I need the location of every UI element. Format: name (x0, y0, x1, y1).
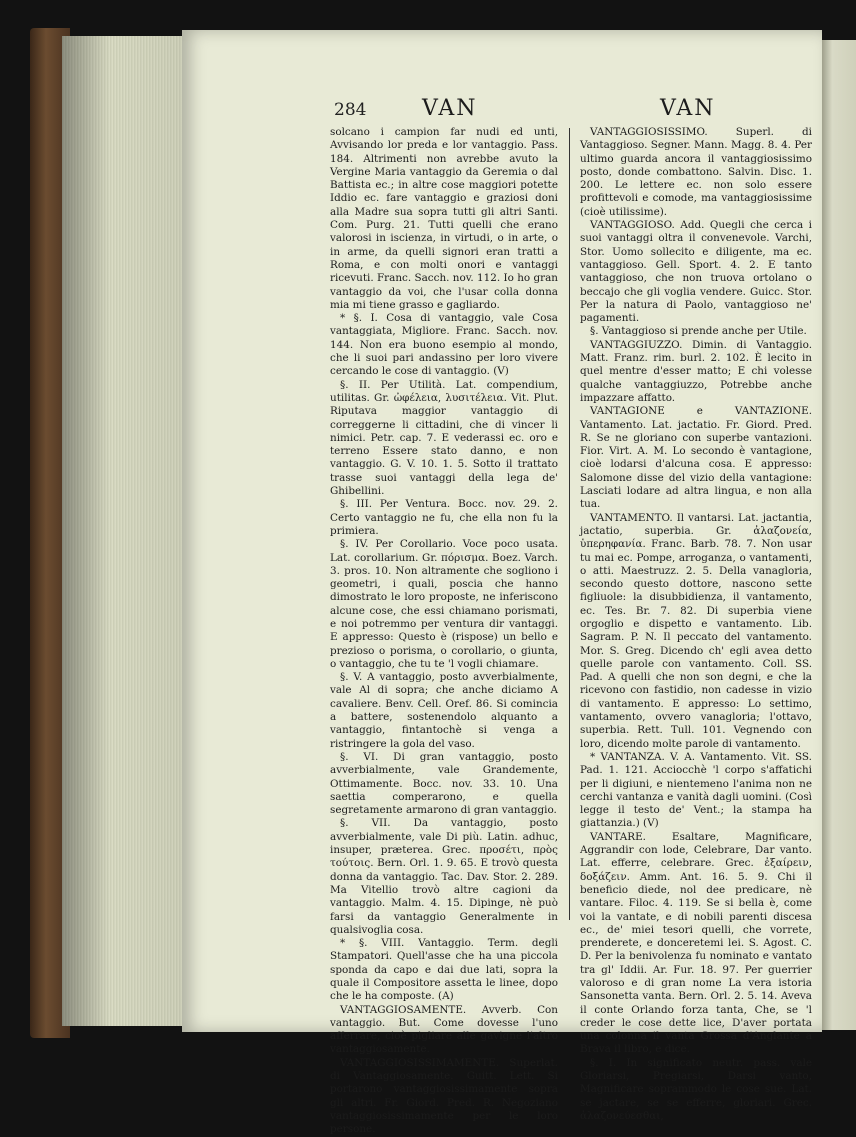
entry-paragraph: * §. I. Cosa di vantaggio, vale Cosa vantaggiata, Migliore. Franc. Sacch. nov. 144. Non era buono esempio al mondo, che li suoi pari andassino per loro vivere cercando le cose di vantaggio. (V) (330, 312, 558, 378)
entry-paragraph: VANTAGGIOSISSIMAMENTE. Superlat. di Vantaggiosamente. Guitt. Lett. Si portarono vantaggiosissimamente sopra gli altri. Fr. Giord. Pred. R. Negoziano vantaggiosissimamente per le loro persone. (330, 1056, 558, 1136)
left-column (330, 126, 558, 1137)
entry-paragraph: §. II. Per Utilità. Lat. compendium, utilitas. Gr. ὠφέλεια, λυσιτέλεια. Vit. Plut. Riputava maggior vantaggio di correggerne li cittadini, che di vincer li nimici. Petr. cap. 7. E vederassi ec. oro e terreno Essere stato danno, e non vantaggio. G. V. 10. 1. 5. Sotto il trattato trasse suoi vantaggi della lega de' Ghibellini. (330, 378, 558, 498)
entry-paragraph: §. III. Per Ventura. Bocc. nov. 29. 2. Certo vantaggio ne fu, che ella non fu la primiera. (330, 498, 558, 537)
entry-paragraph: §. Vantaggioso si prende anche per Utile. (590, 325, 807, 338)
facing-page-edge (822, 40, 856, 1030)
entry-paragraph: §. VII. Da vantaggio, posto avverbialmente, vale Di più. Latin. adhuc, insuper, præterea. Grec. προσέτι, πρὸς τούτοις. Bern. Orl. 1. 9. 65. E trovò questa donna da vantaggio. Tac. Dav. Stor. 2. 289. Ma Vitellio trovò altre cagioni da vantaggio. Malm. 4. 15. Dipinge, nè può farsi da vantaggio Generalmente in qualsivoglia cosa. (330, 817, 558, 936)
entry-paragraph: §. V. A vantaggio, posto avverbialmente, vale Al di sopra; che anche diciamo A cavaliere. Benv. Cell. Oref. 86. Si comincia a battere, sostenendolo alquanto a vantaggio, fintantochè si venga a ristringere la gola del vaso. (330, 671, 558, 750)
entry-paragraph: VANTAMENTO. Il vantarsi. Lat. jactantia, jactatio, superbia. Gr. ἀλαζονεία, ὑπερηφανία. Franc. Barb. 78. 7. Non usar tu mai ec. Pompe, arroganza, o vantamenti, o atti. Maestruzz. 2. 5. Della vanagloria, secondo questo dottore, nascono sette figliuole: la disubbidienza, il vantamento, ec. Tes. Br. 7. 82. Di superbia viene orgoglio e dispetto e vantamento. Lib. Sagram. P. N. Il peccato del vantamento. Mor. S. Greg. Dicendo ch' egli avea detto quelle parole con vantamento. Coll. SS. Pad. A quelli che non son degni, e che la ricevono con fastidio, non cadesse in vizio di vantamento. E appresso: Lo settimo, vantamento, ovvero vanagloria; l'ottavo, superbia. Rett. Tull. 101. Vegnendo con loro, dicendo molte parole di vantamento. (580, 511, 812, 750)
entry-paragraph: §. VI. Di gran vantaggio, posto avverbialmente, vale Grandemente, Ottimamente. Bocc. nov. 33. 10. Una saettia comperarono, e quella segretamente armarono di gran vantaggio. (330, 750, 558, 817)
entry-paragraph: §. IV. Per Corollario. Voce poco usata. Lat. corollarium. Gr. πόρισμα. Boez. Varch. 3. pros. 10. Non altramente che sogliono i geometri, i quali, poscia che hanno dimostrato le loro proposte, ne inferiscono alcune cose, che essi chiamano porismati, e noi potremmo per ventura dir vantaggi. E appresso: Questo è (rispose) un bello e prezioso o porisma, o corollario, o giunta, o vantaggio, che tu te 'l vogli chiamare. (330, 538, 558, 670)
column-rule (569, 128, 570, 920)
entry-paragraph: VANTAGGIOSISSIMO. Superl. di Vantaggioso. Segner. Mann. Magg. 8. 4. Per ultimo guarda ancora il vantaggiosissimo posto, donde combattono. Salvin. Disc. 1. 200. Le lettere ec. non solo essere profittevoli e comode, ma vantaggiosissime (cioè utilissime). (580, 126, 812, 218)
entry-paragraph: VANTAGGIUZZO. Dimin. di Vantaggio. Matt. Franz. rim. burl. 2. 102. È lecito in quel mentre d'esser matto; E chi volesse qualche vantaggiuzzo, Potrebbe anche impazzare affatto. (580, 338, 812, 404)
page-number: 284 (334, 100, 367, 120)
entry-paragraph: VANTAGIONE e VANTAZIONE. Vantamento. Lat. jactatio. Fr. Giord. Pred. R. Se ne gloriano con superbe vantazioni. Fior. Virt. A. M. Lo secondo è vantagione, cioè lodarsi d'alcuna cosa. E appresso: Salomone disse del vizio della vantagione: Lasciati lodare ad altra lingua, e non alla tua. (580, 405, 812, 511)
entry-paragraph: VANTARE. Esaltare, Magnificare, Aggrandir con lode, Celebrare, Dar vanto. Lat. efferre, celebrare. Grec. ἐξαίρειν, δοξάζειν. Amm. Ant. 16. 5. 9. Chi il beneficio diede, nol dee predicare, nè vantare. Filoc. 4. 119. Se si bella è, come voi la vantate, e di nobili parenti discesa ec., de' miei tesori quelli, che vorrete, prenderete, e donceretemi lei. S. Agost. C. D. Per la benivolenza fu nominato e vantato tra gl' Iddii. Ar. Fur. 18. 97. Per guerrier valoroso e di gran nome La vera istoria Sansonetta vanta. Bern. Orl. 2. 5. 14. Aveva il conte Orlando forza tanta, Che, se 'l creder le cose dette lice, D'aver portata una colonna il vanta Grossa d'Anglante a Brava il libro, e dice. (580, 830, 812, 1056)
entry-paragraph: VANTAGGIOSAMENTE. Avverb. Con vantaggio. But. Come dovesse l'uno afferrare, cioè pigliare alle gavigne l'altro vantaggiosamente. (330, 1003, 558, 1056)
entry-paragraph: VANTAGGIOSO. Add. Quegli che cerca i suoi vantaggi oltra il convenevole. Varchi, Stor. Uomo sollecito e diligente, ma ec. vantaggioso. Gell. Sport. 4. 2. E tanto vantaggioso, che non truova ortolano o beccajo che gli voglia vendere. Guicc. Stor. Per la natura di Paolo, vantaggioso ne' pagamenti. (580, 219, 812, 325)
right-column (580, 126, 812, 1123)
running-head-left: VAN (422, 96, 478, 121)
entry-paragraph: * §. VIII. Vantaggio. Term. degli Stampatori. Quell'asse che ha una piccola sponda da capo e dai due lati, sopra la quale il Compositore assetta le linee, dopo che le ha composte. (A) (330, 937, 558, 1003)
entry-paragraph: * VANTANZA. V. A. Vantamento. Vit. SS. Pad. 1. 121. Acciocchè 'l corpo s'affatichi per li digiuni, e nientemeno l'anima non ne cerchi vantanza e vanità dagli uomini. (Così legge il testo de' Vent.; la stampa ha giattanzia.) (V) (580, 750, 812, 830)
edge-shadow (62, 36, 182, 1026)
entry-paragraph: solcano i campion far nudi ed unti, Avvisando lor preda e lor vantaggio. Pass. 184. Altrimenti non avrebbe avuto la Vergine Maria vantaggio da Geremia o dal Battista ec.; in altre cose maggiori potette Iddio ec. fare vantaggio e graziosi doni alla Madre sua sopra tutti gli altri Santi. Com. Purg. 21. Tutti quelli che erano valorosi in iscienza, in virtudi, o in arte, o in arme, da quelli signori eran tratti a Roma, e con molti onori e vantaggi ricevuti. Franc. Sacch. nov. 112. Io ho gran vantaggio da voi, che l'usar colla donna mia mi tiene grasso e gagliardo. (330, 126, 558, 311)
entry-paragraph: §. I. In significato neutr. pass. vale Gloriarsi, Pregiarsi, Darsi vanto, Magnificare soprammodo le cose sue. Lat. se jactare, se se efferre, gloriari. Grec. ἀλαζονεύεσθαι, (580, 1056, 812, 1122)
running-head-right: VAN (660, 96, 716, 121)
